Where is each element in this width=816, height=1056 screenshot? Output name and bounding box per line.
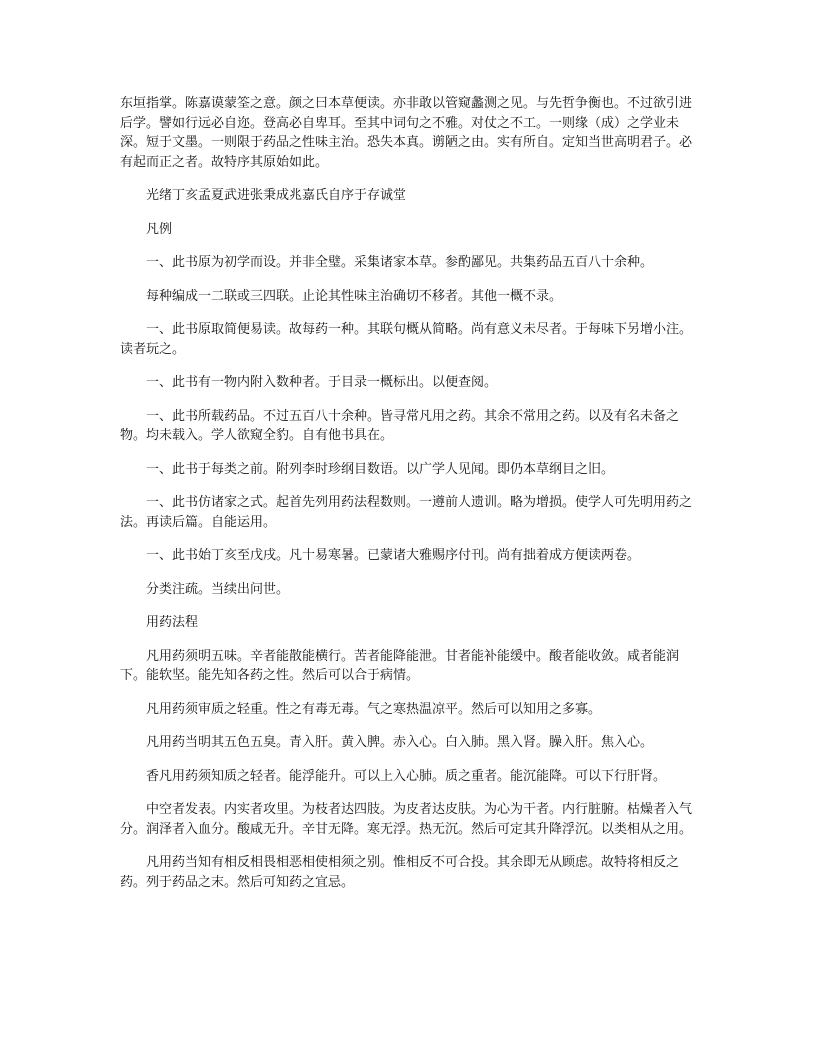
fanli-item: 一、此书仿诸家之式。起首先列用药法程数则。一遵前人遗训。略为增损。使学人可先明用药之法。再读后篇。自能运用。 — [120, 495, 693, 530]
section-heading-yongyao: 用药法程 — [146, 615, 199, 630]
fanli-item: 一、此书原取简便易读。故每药一种。其联句概从简略。尚有意义未尽者。于每味下另增小注。读者玩之。 — [120, 322, 693, 357]
preface-signature: 光绪丁亥孟夏武进张秉成兆嘉氏自序于存诚堂 — [146, 188, 407, 203]
yongyao-rule: 凡用药须审质之轻重。性之有毒无毒。气之寒热温凉平。然后可以知用之多寡。 — [146, 701, 602, 717]
fanli-item: 一、此书原为初学而设。并非全璧。采集诸家本草。参酌鄙见。共集药品五百八十余种。 — [146, 255, 654, 270]
fanli-item: 一、此书始丁亥至戊戌。凡十易寒暑。已蒙诸大雅赐序付刊。尚有拙着成方便读两卷。 — [146, 548, 641, 563]
preface-ending-paragraph: 东垣指掌。陈嘉谟蒙筌之意。颜之曰本草便读。亦非敢以管窥蠡测之见。与先哲争衡也。不过欲引进后学。譬如行远必自迩。登高必自卑耳。至其中词句之不雅。对仗之不工。一则缘（成）之学业未深。短于文墨。一则限于药品之性味主治。恐失本真。谫陋之由。实有所自。定知当世高明君子。必有起而正之者。故特序其原始如此。 — [120, 96, 693, 170]
fanli-item: 分类注疏。当续出问世。 — [146, 581, 290, 597]
section-heading-fanli: 凡例 — [146, 221, 173, 237]
yongyao-rule: 中空者发表。内实者攻里。为枝者达四肢。为皮者达皮肤。为心为干者。内行脏腑。枯燥者入气分。润泽者入血分。酸咸无升。辛甘无降。寒无浮。热无沉。然后可定其升降浮沉。以类相从之用。 — [120, 802, 693, 837]
yongyao-rule: 凡用药须明五味。辛者能散能横行。苦者能降能泄。甘者能补能缓中。酸者能收敛。咸者能润下。能软坚。能先知各药之性。然后可以合于病情。 — [120, 648, 680, 683]
document-body — [120, 94, 698, 906]
yongyao-rule: 凡用药当知有相反相畏相恶相使相须之别。惟相反不可合投。其余即无从顾虑。故特将相反之药。列于药品之末。然后可知药之宜忌。 — [120, 855, 680, 890]
yongyao-rule: 凡用药当明其五色五臭。青入肝。黄入脾。赤入心。白入肺。黑入肾。臊入肝。焦入心。 — [146, 735, 654, 750]
fanli-item: 一、此书于每类之前。附列李时珍纲目数语。以广学人见闻。即仍本草纲目之旧。 — [146, 461, 615, 477]
fanli-item: 一、此书有一物内附入数种者。于目录一概标出。以便查阅。 — [146, 375, 498, 390]
fanli-item: 每种编成一二联或三四联。止论其性味主治确切不移者。其他一概不录。 — [146, 288, 563, 304]
fanli-item: 一、此书所载药品。不过五百八十余种。皆寻常凡用之药。其余不常用之药。以及有名未备之物。均未载入。学人欲窥全豹。自有他书具在。 — [120, 408, 680, 443]
yongyao-rule: 香凡用药须知质之轻者。能浮能升。可以上入心肺。质之重者。能沉能降。可以下行肝肾。 — [146, 768, 667, 784]
